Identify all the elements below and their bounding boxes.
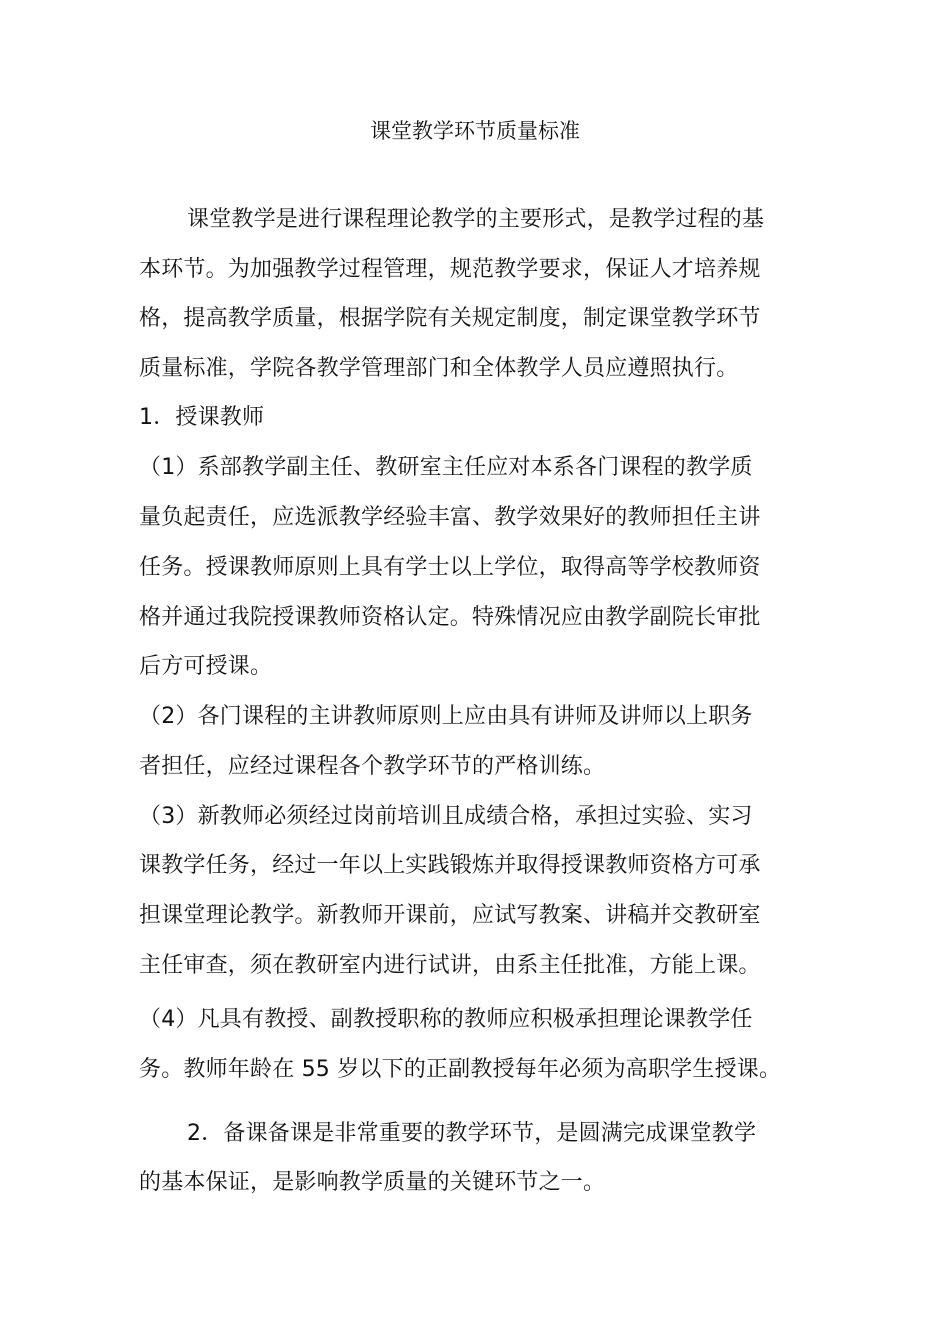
item-2-line-2: 者担任，应经过课程各个教学环节的严格训练。 bbox=[139, 754, 606, 779]
paragraph-intro-line-2: 本环节。为加强教学过程管理，规范教学要求，保证人才培养规 bbox=[139, 257, 761, 282]
document-title: 课堂教学环节质量标准 bbox=[370, 119, 580, 143]
section-heading-2-line-2: 的基本保证，是影响教学质量的关键环节之一。 bbox=[139, 1170, 606, 1195]
item-1-line-1: （1）系部教学副主任、教研室主任应对本系各门课程的教学质 bbox=[139, 455, 753, 480]
item-3-line-3: 担课堂理论教学。新教师开课前，应试写教案、讲稿并交教研室 bbox=[139, 903, 761, 928]
paragraph-intro-line-1: 课堂教学是进行课程理论教学的主要形式，是教学过程的基 bbox=[187, 207, 765, 232]
item-1-line-3: 任务。授课教师原则上具有学士以上学位，取得高等学校教师资 bbox=[139, 555, 761, 580]
item-4-line-2: 务。教师年龄在 55 岁以下的正副教授每年必须为高职学生授课。 bbox=[139, 1057, 782, 1082]
paragraph-intro-line-3: 格，提高教学质量，根据学院有关规定制度，制定课堂教学环节 bbox=[139, 306, 761, 331]
item-1-line-2: 量负起责任，应选派教学经验丰富、教学效果好的教师担任主讲 bbox=[139, 505, 761, 530]
item-2-line-1: （2）各门课程的主讲教师原则上应由具有讲师及讲师以上职务 bbox=[139, 704, 753, 729]
paragraph-intro-line-4: 质量标准，学院各教学管理部门和全体教学人员应遵照执行。 bbox=[139, 356, 739, 381]
item-4-line-1: （4）凡具有教授、副教授职称的教师应积极承担理论课教学任 bbox=[139, 1007, 753, 1032]
item-1-line-4: 格并通过我院授课教师资格认定。特殊情况应由教学副院长审批 bbox=[139, 605, 761, 630]
item-3-line-4: 主任审查，须在教研室内进行试讲，由系主任批准，方能上课。 bbox=[139, 953, 761, 978]
section-heading-2-line-1: 2．备课备课是非常重要的教学环节，是圆满完成课堂教学 bbox=[187, 1121, 757, 1146]
item-1-line-5: 后方可授课。 bbox=[139, 654, 273, 679]
item-3-line-2: 课教学任务，经过一年以上实践锻炼并取得授课教师资格方可承 bbox=[139, 853, 761, 878]
item-3-line-1: （3）新教师必须经过岗前培训且成绩合格，承担过实验、实习 bbox=[139, 804, 753, 829]
section-heading-1: 1．授课教师 bbox=[139, 405, 265, 430]
